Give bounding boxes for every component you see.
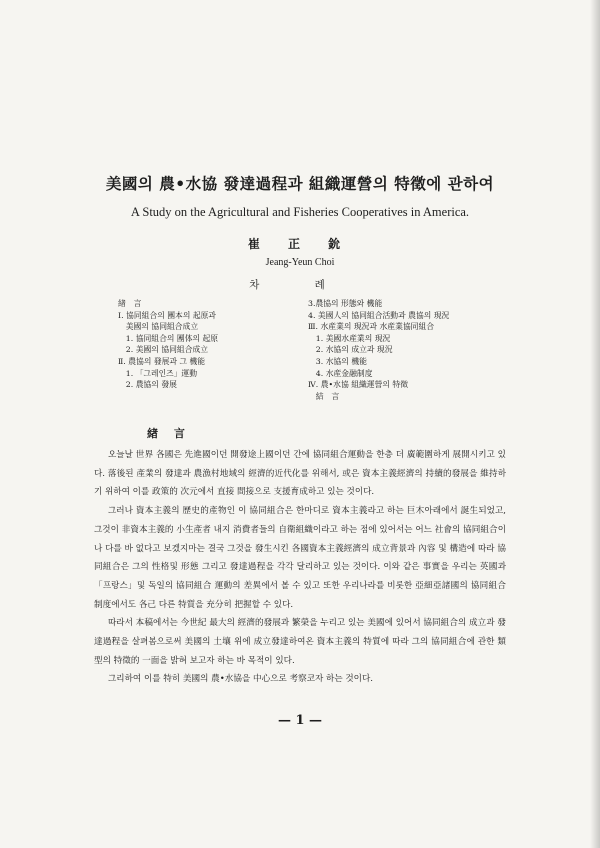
toc-entry: 1. 「그레인즈」運動	[118, 368, 198, 378]
toc-right-column	[308, 298, 493, 402]
author-name-english: Jeang-Yeun Choi	[265, 257, 335, 268]
paragraph: 따라서 本稿에서는 今世紀 最大의 經濟的發展과 繁榮을 누리고 있는 美國에 있어서 協同組合의 成立과 發達過程을 살펴봄으로써 美國의 土壤 위에 成立發達하여온 資本主義의 特質에 따라 그의 協同組合에 관한 類型의 特徵的 一面을 밝혀 보고자 하는 바 목적이 있다.	[94, 618, 506, 666]
table-of-contents-heading: 차 례	[249, 279, 351, 291]
toc-entry: 2. 水協의 成立과 現況	[308, 345, 393, 355]
toc-entry: 4. 水産金融制度	[308, 368, 373, 378]
toc-entry: 3.農協의 形態와 機能	[308, 299, 383, 308]
toc-entry: Ⅰ. 協同組合의 團本의 起原과	[118, 310, 216, 320]
toc-entry: Ⅱ. 農協의 發展과 그 機能	[118, 356, 206, 366]
paragraph: 그러나 資本主義의 歷史的產物인 이 協同組合은 한마디로 資本主義라고 하는 巨木아래에서 誕生되었고, 그것이 非資本主義的 小生產者 내지 消費者들의 自衛組織이라고 하는 점에 있어서는 어느 社會의 協同組合이나 다를 바 없다고 보겠지마는 결국 그것을 發生시킨 各國資本主義經濟의 成立背景과 內容 및 構造에 따라 協同組合은 그의 性格및 形態 그리고 發達過程을 각각 달리하고 있는 것이다. 이와 같은 事實을 우리는 英國과 「프랑스」및 독일의 協同組合 運動의 差異에서 볼 수 있고 또한 우리나라를 비롯한 亞細亞諸國의 協同組合制度에서도 各己 다른 特質을 充分히 把握할 수 있다.	[94, 506, 506, 610]
toc-entry: Ⅲ. 水産業의 現況과 水産業協同組合	[308, 322, 435, 332]
english-title: A Study on the Agricultural and Fisheries Cooperatives in America.	[130, 205, 470, 219]
toc-entry: 3. 水協의 機能	[308, 356, 367, 366]
toc-entry: Ⅳ. 農•水協 組織運營의 特徵	[308, 380, 409, 390]
section-heading-introduction: 緖 言	[147, 427, 191, 440]
toc-entry: 結 言	[308, 391, 340, 401]
toc-entry: 美國의 協同組合成立	[118, 322, 199, 332]
toc-left-column	[118, 298, 298, 391]
toc-entry: 2. 美國의 協同組合成立	[118, 345, 209, 355]
korean-title: 美國의 農•水協 發達過程과 組織運營의 特徵에 관하여	[105, 174, 495, 193]
paragraph: 그리하여 이를 特히 美國의 農•水協을 中心으로 考察코자 하는 것이다.	[108, 674, 374, 685]
author-name-korean: 崔 正 鈗	[247, 237, 353, 251]
toc-entry: 1. 美國水産業의 現況	[308, 333, 391, 343]
paragraph: 오늘날 世界 各國은 先進國이던 開發途上國이던 간에 協同組合運動을 한층 더 廣範圍하게 展開시키고 있다. 落後된 產業의 發達과 農漁村地域의 經濟的近代化를 위해서, 或은 資本主義經濟의 持續的發展을 維持하기 위하여 이를 政策的 次元에서 直接 間接으로 支援育成하고 있는 것이다.	[94, 450, 506, 498]
toc-entry: 1. 協同組合의 團体의 起原	[118, 333, 219, 343]
toc-entry: 緖 言	[118, 299, 142, 308]
toc-entry: 4. 美國人의 協同組合活動과 農協의 現況	[308, 310, 450, 320]
page-number: — 1 —	[277, 713, 323, 728]
toc-entry: 2. 農協의 發展	[118, 380, 177, 390]
body-text	[94, 446, 506, 689]
